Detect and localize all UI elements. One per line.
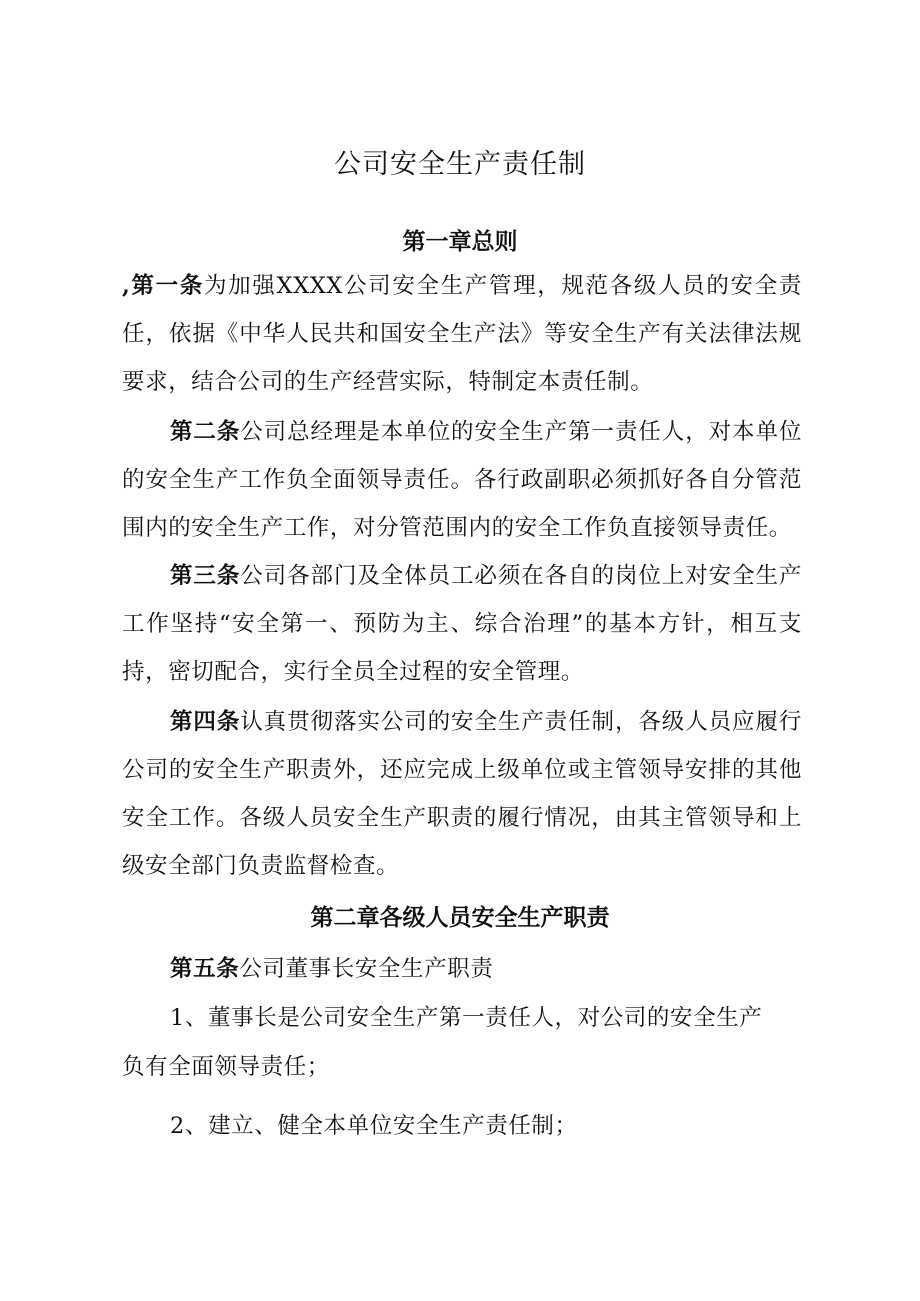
item-1-line-2: 负有全面领导责任； xyxy=(122,1054,330,1080)
article-5-label: 第五条 xyxy=(170,956,240,982)
chapter-1-heading: 第一章总则 xyxy=(402,228,518,255)
item-2-line-1: 2、建立、健全本单位安全生产责任制； xyxy=(170,1113,578,1139)
item-1-line-1: 1、董事长是公司安全生产第一责任人，对公司的安全生产 xyxy=(170,1005,763,1031)
article-4-text: 认真贯彻落实公司的安全生产责任制，各级人员应履行公司的安全生产职责外，还应完成上级单位或主管领导安排的其他安全工作。各级人员安全生产职责的履行情况，由其主管领导和上级安全部门负责监督检查。 xyxy=(122,709,802,879)
article-1-text: 为加强XXXX公司安全生产管理，规范各级人员的安全责任，依据《中华人民共和国安全生产法》等安全生产有关法律法规要求，结合公司的生产经营实际，特制定本责任制。 xyxy=(122,273,802,395)
article-5-text: 公司董事长安全生产职责 xyxy=(239,956,494,982)
chapter-2-heading: 第二章各级人员安全生产职责 xyxy=(310,904,610,931)
article-5 xyxy=(170,951,493,983)
article-1-label: 第一条 xyxy=(130,273,204,299)
article-4 xyxy=(122,698,802,890)
article-3 xyxy=(122,552,802,696)
article-2-text: 公司总经理是本单位的安全生产第一责任人，对本单位的安全生产工作负全面领导责任。各行政副职必须抓好各自分管范围内的安全生产工作，对分管范围内的安全工作负直接领导责任。 xyxy=(122,419,802,541)
article-1 xyxy=(122,262,802,406)
document-title: 公司安全生产责任制 xyxy=(334,149,586,180)
article-2-label: 第二条 xyxy=(170,419,241,445)
article-3-text: 公司各部门及全体员工必须在各自的岗位上对安全生产工作坚持“安全第一、预防为主、综合治理”的基本方针，相互支持，密切配合，实行全员全过程的安全管理。 xyxy=(122,563,802,685)
article-4-label: 第四条 xyxy=(170,709,241,735)
article-1-prefix: , xyxy=(122,273,131,299)
article-3-label: 第三条 xyxy=(170,563,241,589)
article-2 xyxy=(122,408,802,552)
